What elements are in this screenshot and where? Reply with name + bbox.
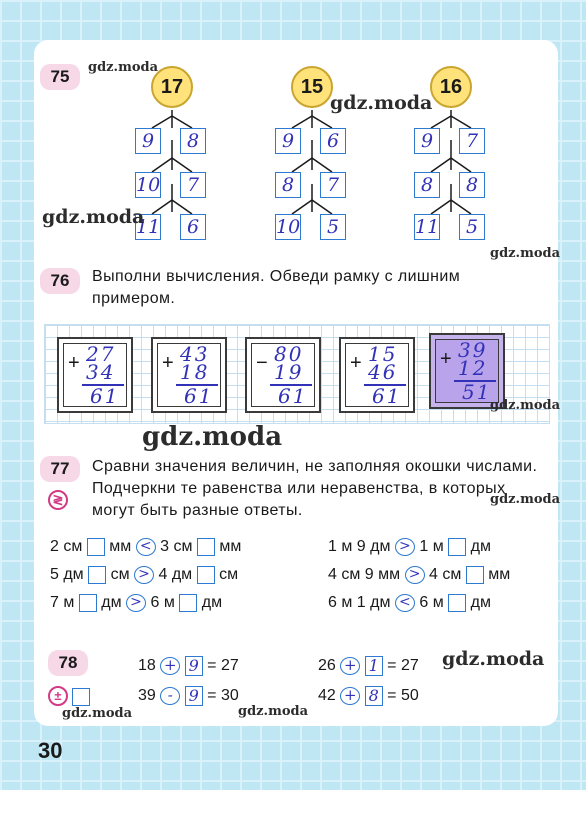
tree-3-l1-right: 7 (459, 128, 485, 154)
task-77-instruction: Сравни значения величин, не заполняя окошки числами. Подчеркни те равенства или неравенства, в которых могут быть разные ответы. (92, 458, 538, 519)
compare-sign: > (395, 538, 415, 556)
tree-2-l1-right: 6 (320, 128, 346, 154)
calc-result: 61 (278, 384, 308, 408)
task-76-number: 76 (40, 268, 80, 294)
cmp-unit: мм (219, 538, 242, 555)
calc-a: 27 (86, 342, 116, 366)
cmp-part: 6 м (419, 594, 444, 611)
task-77-number: 77 (40, 456, 80, 482)
eq-a: 42 (318, 687, 336, 704)
calc-a: 80 (274, 342, 304, 366)
watermark: gdz.moda (490, 246, 561, 261)
cmp-unit: дм (101, 594, 122, 611)
tree-1-l1-left: 9 (135, 128, 161, 154)
tree-1-top: 17 (151, 66, 193, 108)
watermark: gdz.moda (442, 648, 545, 670)
calc-op: + (162, 352, 174, 374)
compare-sign: > (134, 566, 154, 584)
answer-box[interactable] (466, 566, 484, 584)
watermark: gdz.moda (42, 206, 145, 228)
eq-answer-box[interactable]: 9 (185, 686, 203, 706)
eq-operator: + (160, 657, 180, 675)
watermark: gdz.moda (238, 704, 309, 719)
task-75-number: 75 (40, 64, 80, 90)
calc-b: 34 (86, 360, 116, 384)
calc-a: 39 (458, 338, 488, 362)
calc-example-3 (245, 337, 321, 413)
tree-3-l3-left: 11 (415, 216, 440, 238)
cmp-part: 6 м (150, 594, 175, 611)
eq-answer-box[interactable]: 1 (365, 656, 383, 676)
eq-result: = 50 (387, 687, 419, 704)
tree-1-l2-right: 7 (180, 172, 206, 198)
compare-row-left-3 (50, 594, 222, 616)
cmp-unit: см (110, 566, 130, 583)
tree-1-l1-right: 8 (180, 128, 206, 154)
eq-result: = 27 (387, 657, 419, 674)
calc-strip (44, 324, 550, 424)
cmp-part: 4 см 9 мм (328, 566, 401, 583)
calc-b: 46 (368, 360, 398, 384)
compare-row-right-1 (328, 538, 491, 560)
cmp-part: 4 см (429, 566, 462, 583)
calc-result: 61 (184, 384, 214, 408)
tree-3-l2-left: 8 (414, 172, 440, 198)
answer-box[interactable] (72, 688, 90, 706)
equation-2 (138, 684, 239, 708)
cmp-unit: дм (470, 538, 491, 555)
calc-op: + (350, 352, 362, 374)
cmp-part: 2 см (50, 538, 83, 555)
compare-row-right-3 (328, 594, 491, 616)
cmp-part: 1 м (419, 538, 444, 555)
calc-example-2 (151, 337, 227, 413)
calc-op: + (68, 352, 80, 374)
tree-2-l3-left: 10 (276, 216, 301, 238)
calc-example-4 (339, 337, 415, 413)
answer-box[interactable] (197, 538, 215, 556)
calc-b: 19 (274, 360, 304, 384)
equation-3 (318, 654, 419, 678)
watermark: gdz.moda (490, 492, 561, 507)
calc-result: 61 (372, 384, 402, 408)
cmp-part: 7 м (50, 594, 75, 611)
eq-answer-box[interactable]: 9 (185, 656, 203, 676)
cmp-unit: дм (470, 594, 491, 611)
tree-2-l2-right: 7 (320, 172, 346, 198)
plus-minus-icon: ± (48, 686, 68, 706)
eq-result: = 30 (207, 687, 239, 704)
tree-2-l1-left: 9 (275, 128, 301, 154)
answer-box[interactable] (88, 566, 106, 584)
cmp-part: 1 м 9 дм (328, 538, 391, 555)
watermark: gdz.moda (330, 92, 433, 114)
cmp-unit: дм (201, 594, 223, 611)
equation-4 (318, 684, 419, 708)
answer-box[interactable] (79, 594, 97, 612)
cmp-part: 4 дм (158, 566, 193, 583)
calc-op: + (440, 348, 452, 370)
tree-3-l2-right: 8 (459, 172, 485, 198)
calc-example-1 (57, 337, 133, 413)
calc-result: 51 (462, 380, 492, 404)
cmp-part: 6 м 1 дм (328, 594, 391, 611)
watermark: gdz.moda (88, 60, 159, 75)
tree-2-l2-left: 8 (275, 172, 301, 198)
task-76-instruction: Выполни вычисления. Обведи рамку с лишним примером. (92, 268, 461, 307)
watermark: gdz.moda (142, 422, 283, 452)
calc-b: 12 (458, 356, 488, 380)
calc-a: 43 (180, 342, 210, 366)
compare-sign: > (126, 594, 146, 612)
compare-sign: < (395, 594, 415, 612)
eq-operator: - (160, 687, 180, 705)
answer-box[interactable] (448, 538, 466, 556)
cmp-part: 3 см (160, 538, 193, 555)
tree-1-l3-right: 6 (180, 214, 206, 240)
equation-1 (138, 654, 239, 678)
tree-1-l2-left: 10 (136, 174, 161, 196)
answer-box[interactable] (197, 566, 215, 584)
watermark: gdz.moda (62, 706, 133, 721)
eq-operator: + (340, 687, 360, 705)
tree-2-l3-right: 5 (320, 214, 346, 240)
calc-a: 15 (368, 342, 398, 366)
compare-row-right-2 (328, 566, 510, 588)
compare-sign: < (136, 538, 156, 556)
eq-a: 18 (138, 657, 156, 674)
cmp-unit: мм (109, 538, 132, 555)
compare-row-left-2 (50, 566, 238, 588)
cmp-unit: мм (488, 566, 511, 583)
calc-result: 61 (90, 384, 120, 408)
eq-result: = 27 (207, 657, 239, 674)
calc-b: 18 (180, 360, 210, 384)
eq-a: 26 (318, 657, 336, 674)
cmp-part: 5 дм (50, 566, 84, 583)
task-symbol-icon: ≷ (48, 490, 68, 510)
answer-box[interactable] (448, 594, 466, 612)
watermark: gdz.moda (490, 398, 561, 413)
eq-a: 39 (138, 687, 156, 704)
tree-1-l3-left: 11 (136, 216, 161, 238)
eq-answer-box[interactable]: 8 (365, 686, 383, 706)
calc-op: − (256, 352, 268, 374)
cmp-unit: см (219, 566, 239, 583)
answer-box[interactable] (179, 594, 197, 612)
compare-row-left-1 (50, 538, 241, 560)
answer-box[interactable] (87, 538, 105, 556)
task-78-number: 78 (48, 650, 88, 676)
tree-2-top: 15 (291, 66, 333, 108)
compare-sign: > (405, 566, 425, 584)
tree-3-l1-left: 9 (414, 128, 440, 154)
eq-operator: + (340, 657, 360, 675)
page-number: 30 (38, 738, 63, 763)
tree-3-top: 16 (430, 66, 472, 108)
tree-3-l3-right: 5 (459, 214, 485, 240)
